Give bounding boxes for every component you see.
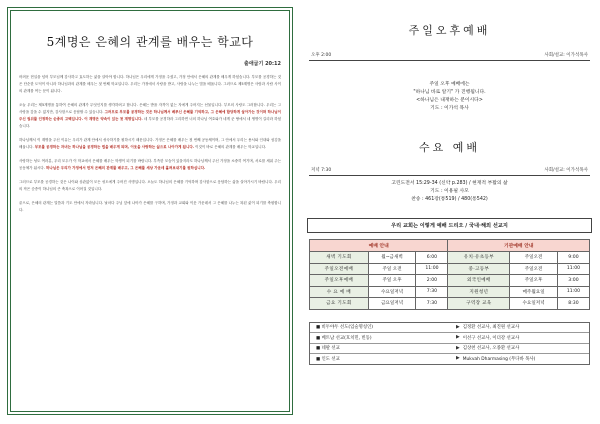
paragraph-text: 사랑하는 성도 여러분, 우리 모두가 이 학교에서 은혜를 배우는 학생이 되기를 바랍니다. 부족한 모습이 있을지라도 하나님께서 주신 가정을 소중히 여기며, 서로를 세워 주는 공동체가 됩시다. bbox=[19, 159, 281, 170]
sermon-paragraph bbox=[19, 102, 281, 130]
emphasized-text: 부모를 공경하는 자녀는 하나님을 공경하는 법을 배우게 되며, 이웃을 사랑하는 삶으로 나아가게 됩니다. bbox=[34, 145, 195, 149]
missionary-names: 김정환 선교사, 최진원 선교사 bbox=[462, 325, 520, 331]
worship-name: 주일오후예배 bbox=[310, 275, 369, 287]
mission-field: ■ 베트남 선교(호치민, 빈동) bbox=[316, 335, 372, 341]
schedule-table bbox=[309, 239, 590, 310]
afternoon-line-2: "하나님 바로 알기" 가 진행됩니다. bbox=[413, 90, 486, 95]
worship-time: 6:00 bbox=[416, 252, 448, 264]
schedule-row bbox=[310, 275, 590, 287]
schedule-row bbox=[310, 286, 590, 298]
worship-time: 11:00 bbox=[416, 263, 448, 275]
paragraph-text: 어려운 현실을 넘어 부모님께 감사하고 효도하는 삶을 살아야 합니다. 하나님은 우리에게 가정을 주셨고, 가정 안에서 은혜의 관계를 배우게 하셨습니다. 부모를 공경하는 것은 단순한 도덕이 아니라 하나님과의 관계를 배우는 첫 번째 학교입니다. 우리는 가정에서 사랑을 받고, 사랑을 나누는 법을 배웁니다. 그러므로 제5계명은 사람과 사람 사이의 관계를 여는 문이 됩니다. bbox=[19, 75, 281, 93]
worship-day: 월~금새벽 bbox=[368, 252, 416, 264]
mission-missionaries bbox=[456, 335, 589, 341]
sermon-paragraph bbox=[19, 179, 281, 193]
org-name: 외국인예배 bbox=[448, 275, 510, 287]
org-time: 9:00 bbox=[557, 252, 589, 264]
missionary-names: 이선구 선교사, 이더강 선교사 bbox=[462, 335, 520, 341]
worship-time: 7:30 bbox=[416, 298, 448, 310]
schedule-row bbox=[310, 263, 590, 275]
org-day: 주일오전 bbox=[510, 252, 558, 264]
emphasized-text: 그러므로 부모를 공경하는 것은 하나님께서 베푸신 은혜를 기억하고, 그 은혜에 합당하게 살아가는 것이며 하나님이 주신 권위를 인정하는 순종의 고백입니다. 이 계명은 약속이 있는 첫 계명입니다. bbox=[19, 110, 281, 121]
arrow-right-icon: ▶ bbox=[456, 335, 460, 341]
mission-missionaries bbox=[456, 345, 589, 351]
sermon-panel bbox=[7, 7, 293, 415]
arrow-right-icon: ▶ bbox=[456, 356, 460, 362]
org-day: 매주월요일 bbox=[510, 286, 558, 298]
mission-field: ■ 인도 선교 bbox=[316, 356, 340, 362]
schedule-row bbox=[310, 298, 590, 310]
divider bbox=[309, 175, 590, 176]
sermon-paragraph bbox=[19, 74, 281, 95]
missions-list bbox=[309, 322, 590, 365]
paragraph-text: 오늘 우리는 제5계명을 통하여 은혜의 관계가 무엇인지를 생각하려고 합니다. 은혜는 받을 자격이 없는 자에게 주어지는 선물입니다. 부모의 사랑도 그러합니다. 우리는 그 사랑을 갚을 수 없지만, 감사함으로 응답할 수 있습니다. bbox=[19, 103, 281, 114]
mission-field: ■ 비두야두 선도(입술명칭인) bbox=[316, 325, 374, 331]
afternoon-line-3: <하나님은 내재하는 분이시다> bbox=[416, 98, 483, 103]
worship-day: 주일 오후 bbox=[368, 275, 416, 287]
wednesday-service-title: 수요 예배 bbox=[418, 141, 480, 154]
afternoon-line-1: 주일 오후 예배에는 bbox=[429, 82, 470, 87]
mission-row bbox=[310, 344, 589, 355]
org-time: 3:00 bbox=[557, 275, 589, 287]
mission-missionaries bbox=[456, 356, 589, 362]
afternoon-service-title: 주일오후예배 bbox=[408, 24, 491, 37]
mission-row bbox=[310, 323, 589, 334]
arrow-right-icon: ▶ bbox=[456, 324, 460, 330]
afternoon-info bbox=[303, 52, 596, 58]
emphasized-text: 하나님은 우리가 가정에서 먼저 은혜의 관계를 배우고, 그 은혜를 세상 가운데 흘려보내기를 원하십니다. bbox=[46, 166, 206, 170]
org-name: 유치·유초등부 bbox=[448, 252, 510, 264]
org-schedule-header: 기관예배 안내 bbox=[448, 240, 590, 252]
schedule-row bbox=[310, 252, 590, 264]
bulletin-panel bbox=[303, 0, 596, 424]
afternoon-prayer: 기도 : 이가석 목사 bbox=[430, 106, 469, 111]
sermon-paragraph bbox=[19, 200, 281, 214]
wednesday-time: 저녁 7:30 bbox=[311, 168, 332, 173]
worship-day: 주일 오전 bbox=[368, 263, 416, 275]
worship-name: 새벽 기도회 bbox=[310, 252, 369, 264]
paragraph-text: 네 부모를 공경하라 그리하면 너의 하나님 여호와가 네게 준 땅에서 네 생명이 길리라 하셨습니다. bbox=[19, 117, 281, 128]
sermon-body bbox=[19, 74, 281, 214]
worship-schedule-header: 예배 안내 bbox=[310, 240, 448, 252]
afternoon-time: 오후 2:00 bbox=[311, 53, 332, 58]
org-name: 중·고등부 bbox=[448, 263, 510, 275]
paragraph-text: 하나님께서 이 계명을 주신 이유는 우리가 관계 안에서 성숙하기를 원하시기 때문입니다. 가정은 은혜를 배우는 첫 번째 공동체이며, 그 안에서 우리는 용서와 인내와 섬김을 배웁니다. bbox=[19, 138, 281, 149]
sermon-verse: 출애굽기 20:12 bbox=[244, 61, 281, 67]
org-day: 수요일저녁 bbox=[510, 298, 558, 310]
wednesday-hymns: 찬송 : 461장(통519) / 480(통542) bbox=[411, 197, 488, 202]
sermon-title: 5계명은 은혜의 관계를 배우는 학교다 bbox=[46, 35, 254, 49]
worship-name: 금요 기도회 bbox=[310, 298, 369, 310]
paragraph-text: 이것이 바로 은혜의 관계를 배우는 학교입니다. bbox=[194, 145, 267, 149]
org-day: 주일오후 bbox=[510, 275, 558, 287]
worship-banner: 우리 교회는 이렇게 예배 드리오 / 국내·해외 선교지 bbox=[307, 218, 592, 233]
mission-missionaries bbox=[456, 324, 589, 330]
org-name: 지원청년 bbox=[448, 286, 510, 298]
sermon-paragraph bbox=[19, 158, 281, 172]
org-time: 11:00 bbox=[557, 286, 589, 298]
worship-time: 7:30 bbox=[416, 286, 448, 298]
mission-row bbox=[310, 333, 589, 344]
wednesday-scripture: 고린도전서 15:29-34 (신약 p.283) / 현재적 부활의 삶 bbox=[391, 181, 508, 186]
wednesday-leader: 사회/설교: 이가석목사 bbox=[544, 168, 588, 173]
sermon-paragraph bbox=[19, 137, 281, 151]
missionary-names: 김상천 선교사, 오종환 선교사 bbox=[462, 346, 520, 352]
wednesday-info bbox=[303, 167, 596, 173]
missionary-names: Mukvah Dharmasing (무다바 목사) bbox=[462, 356, 536, 362]
worship-name: 주일오전예배 bbox=[310, 263, 369, 275]
mission-row bbox=[310, 354, 589, 364]
worship-time: 2:00 bbox=[416, 275, 448, 287]
wednesday-prayer: 기도 : 이용필 사모 bbox=[430, 189, 469, 194]
arrow-right-icon: ▶ bbox=[456, 345, 460, 351]
mission-field: ■ 네팔 선교 bbox=[316, 346, 340, 352]
paragraph-text: 끝으로, 은혜의 관계는 말씀과 기도 안에서 자라납니다. 날마다 주님 앞에 나아가 은혜를 구하며, 가정과 교회와 이웃 가운데서 그 은혜를 나누는 복된 삶이 되기를 축원합니다. bbox=[19, 201, 281, 212]
afternoon-leader: 사회/설교: 이가석목사 bbox=[544, 53, 588, 58]
org-name: 구역장 교육 bbox=[448, 298, 510, 310]
org-time: 11:00 bbox=[557, 263, 589, 275]
worship-name: 수 요 예 배 bbox=[310, 286, 369, 298]
worship-day: 수요일저녁 bbox=[368, 286, 416, 298]
org-time: 8:30 bbox=[557, 298, 589, 310]
divider bbox=[309, 60, 590, 61]
org-day: 주일오전 bbox=[510, 263, 558, 275]
paragraph-text: 그러므로 부모를 공경하는 것은 나이와 상관없이 모든 성도에게 주어진 사명입니다. 오늘도 하나님의 은혜를 기억하며 감사함으로 응답하는 삶을 살아가시기 바랍니다. 우리의 작은 순종이 하나님의 큰 축복으로 이어질 것입니다. bbox=[19, 180, 281, 191]
worship-day: 금요일저녁 bbox=[368, 298, 416, 310]
